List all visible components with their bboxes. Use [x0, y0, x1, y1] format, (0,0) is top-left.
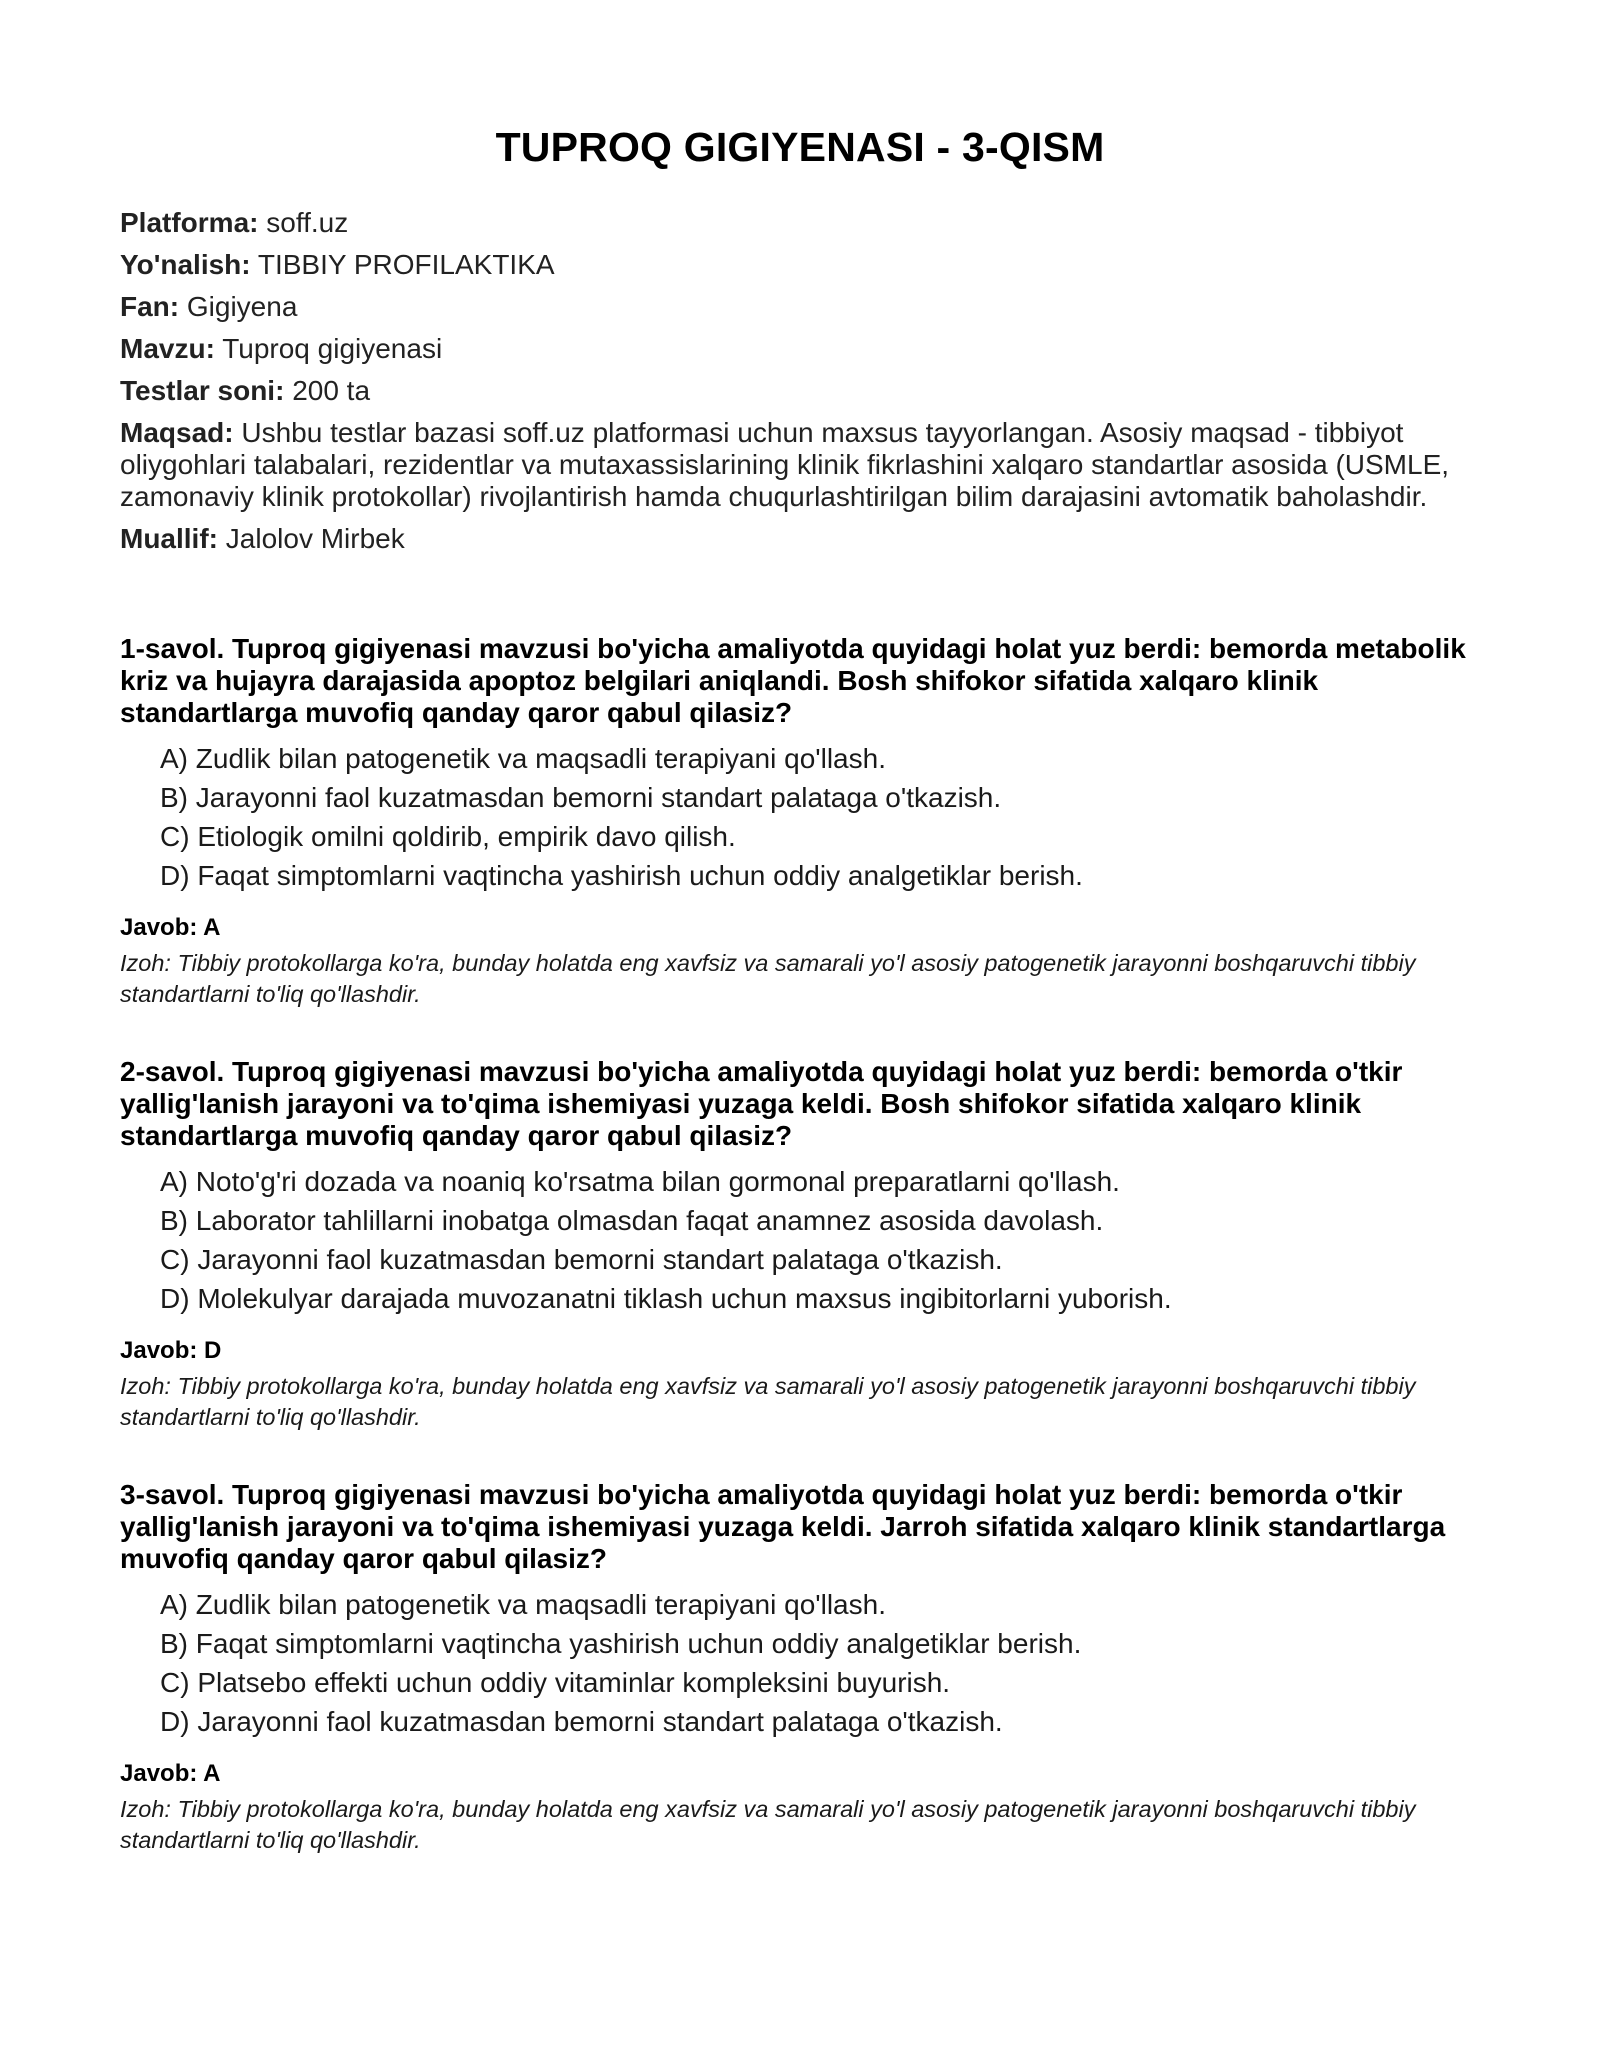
meta-platforma — [120, 207, 1480, 239]
option-c: C) Jarayonni faol kuzatmasdan bemorni standart palataga o'tkazish. — [160, 1244, 1003, 1275]
meta-label: Platforma: — [120, 207, 259, 238]
meta-value: soff.uz — [266, 207, 349, 238]
meta-mavzu — [120, 333, 1480, 365]
document-title: TUPROQ GIGIYENASI - 3-QISM — [495, 124, 1105, 170]
question-text: 3-savol. Tuproq gigiyenasi mavzusi bo'yicha amaliyotda quyidagi holat yuz berdi: bemorda o'tkir yallig'lanish jarayoni va to'qima ishemiyasi yuzaga keldi. Jarroh sifatida xalqaro klinik standartlarga muvofiq qanday qaror qabul qilasiz? — [120, 1479, 1446, 1574]
question-2 — [120, 1056, 1480, 1433]
meta-value: Gigiyena — [186, 291, 298, 322]
answer-options — [160, 1166, 1480, 1315]
meta-label: Fan: — [120, 291, 180, 322]
meta-value: Ushbu testlar bazasi soff.uz platformasi uchun maxsus tayyorlangan. Asosiy maqsad - tibbiyot oliygohlari talabalari, rezidentlar va mutaxassislarining klinik fikrlashini xalqaro standartlar asosida (USMLE, zamonaviy klinik protokollar) rivojlantirish hamda chuqurlashtirilgan bilim darajasini avtomatik baholashdir. — [120, 417, 1450, 512]
option-c: C) Etiologik omilni qoldirib, empirik davo qilish. — [160, 821, 736, 852]
option-d: D) Faqat simptomlarni vaqtincha yashirish uchun oddiy analgetiklar berish. — [160, 860, 1083, 891]
meta-maqsad — [120, 417, 1480, 513]
meta-label: Mavzu: — [120, 333, 215, 364]
question-text: 2-savol. Tuproq gigiyenasi mavzusi bo'yicha amaliyotda quyidagi holat yuz berdi: bemorda o'tkir yallig'lanish jarayoni va to'qima ishemiyasi yuzaga keldi. Bosh shifokor sifatida xalqaro klinik standartlarga muvofiq qanday qaror qabul qilasiz? — [120, 1056, 1403, 1151]
document-meta — [120, 207, 1480, 555]
meta-value: TIBBIY PROFILAKTIKA — [257, 249, 555, 280]
document-page — [120, 120, 1480, 1902]
option-d: D) Jarayonni faol kuzatmasdan bemorni standart palataga o'tkazish. — [160, 1706, 1003, 1737]
meta-fan — [120, 291, 1480, 323]
option-a: A) Zudlik bilan patogenetik va maqsadli terapiyani qo'llash. — [160, 1589, 886, 1620]
option-b: B) Faqat simptomlarni vaqtincha yashirish uchun oddiy analgetiklar berish. — [160, 1628, 1082, 1659]
meta-label: Testlar soni: — [120, 375, 285, 406]
meta-value: Tuproq gigiyenasi — [222, 333, 443, 364]
answer-options — [160, 1589, 1480, 1738]
option-a: A) Zudlik bilan patogenetik va maqsadli terapiyani qo'llash. — [160, 743, 886, 774]
meta-label: Yo'nalish: — [120, 249, 251, 280]
question-list — [120, 633, 1480, 1856]
option-c: C) Platsebo effekti uchun oddiy vitaminlar kompleksini buyurish. — [160, 1667, 951, 1698]
question-1 — [120, 633, 1480, 1010]
meta-value: 200 ta — [292, 375, 371, 406]
meta-label: Maqsad: — [120, 417, 234, 448]
option-d: D) Molekulyar darajada muvozanatni tiklash uchun maxsus ingibitorlarni yuborish. — [160, 1283, 1172, 1314]
meta-muallif — [120, 523, 1480, 555]
option-b: B) Jarayonni faol kuzatmasdan bemorni standart palataga o'tkazish. — [160, 782, 1002, 813]
answer-options — [160, 743, 1480, 892]
question-text: 1-savol. Tuproq gigiyenasi mavzusi bo'yicha amaliyotda quyidagi holat yuz berdi: bemorda metabolik kriz va hujayra darajasida apoptoz belgilari aniqlandi. Bosh shifokor sifatida xalqaro klinik standartlarga muvofiq qanday qaror qabul qilasiz? — [120, 633, 1466, 728]
meta-yonalish — [120, 249, 1480, 281]
explanation-note: Izoh: Tibbiy protokollarga ko'ra, bunday holatda eng xavfsiz va samarali yo'l asosiy patogenetik jarayonni boshqaruvchi tibbiy standartlarni to'liq qo'llashdir. — [120, 950, 1416, 1007]
meta-testlar-soni — [120, 375, 1480, 407]
option-a: A) Noto'g'ri dozada va noaniq ko'rsatma bilan gormonal preparatlarni qo'llash. — [160, 1166, 1120, 1197]
question-3 — [120, 1479, 1480, 1856]
answer-key: Javob: D — [120, 1337, 222, 1364]
option-b: B) Laborator tahlillarni inobatga olmasdan faqat anamnez asosida davolash. — [160, 1205, 1104, 1236]
explanation-note: Izoh: Tibbiy protokollarga ko'ra, bunday holatda eng xavfsiz va samarali yo'l asosiy patogenetik jarayonni boshqaruvchi tibbiy standartlarni to'liq qo'llashdir. — [120, 1373, 1416, 1430]
explanation-note: Izoh: Tibbiy protokollarga ko'ra, bunday holatda eng xavfsiz va samarali yo'l asosiy patogenetik jarayonni boshqaruvchi tibbiy standartlarni to'liq qo'llashdir. — [120, 1796, 1416, 1853]
meta-value: Jalolov Mirbek — [225, 523, 405, 554]
answer-key: Javob: A — [120, 914, 221, 941]
meta-label: Muallif: — [120, 523, 218, 554]
answer-key: Javob: A — [120, 1760, 221, 1787]
